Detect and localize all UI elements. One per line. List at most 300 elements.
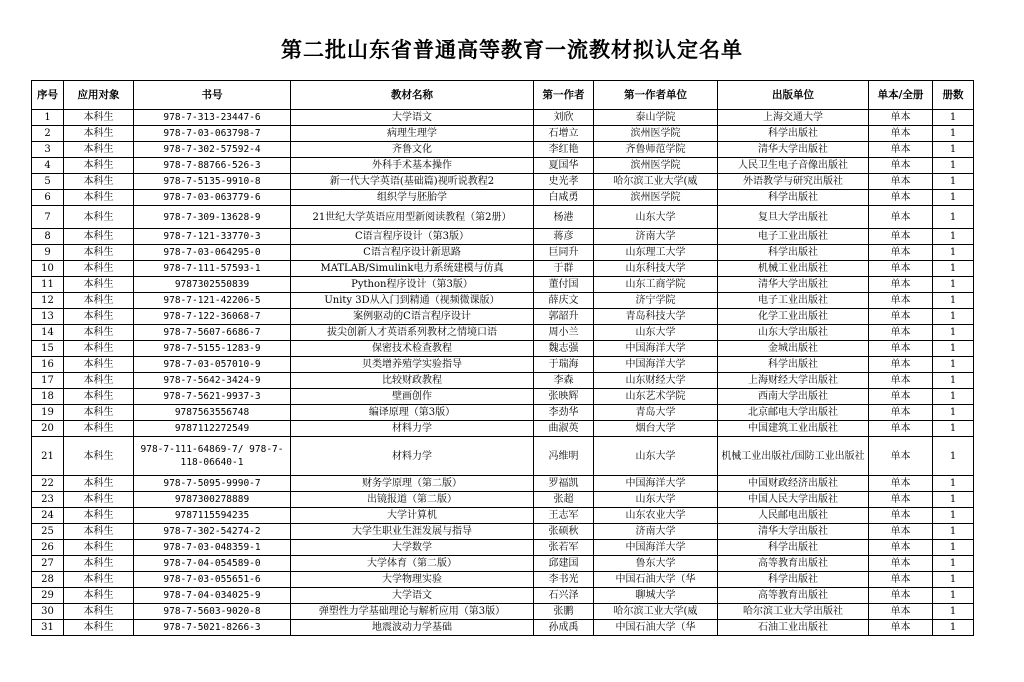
cell-author-unit: 青岛科技大学	[594, 309, 718, 325]
cell-first-author: 薛庆文	[534, 293, 594, 309]
cell-index: 27	[32, 556, 64, 572]
header-title: 教材名称	[291, 81, 534, 110]
cell-first-author: 魏志强	[534, 341, 594, 357]
cell-title: 材料力学	[291, 421, 534, 437]
cell-title: 新一代大学英语(基础篇)视听说教程2	[291, 174, 534, 190]
cell-publisher: 人民卫生电子音像出版社	[718, 158, 869, 174]
cell-publisher: 电子工业出版社	[718, 229, 869, 245]
cell-audience: 本科生	[64, 437, 134, 476]
cell-first-author: 邱建国	[534, 556, 594, 572]
cell-audience: 本科生	[64, 556, 134, 572]
cell-volume-type: 单本	[869, 190, 933, 206]
cell-audience: 本科生	[64, 277, 134, 293]
cell-publisher: 中国人民大学出版社	[718, 492, 869, 508]
cell-publisher: 山东大学出版社	[718, 325, 869, 341]
cell-audience: 本科生	[64, 190, 134, 206]
cell-publisher: 上海财经大学出版社	[718, 373, 869, 389]
cell-author-unit: 山东理工大学	[594, 245, 718, 261]
cell-title: Python程序设计（第3版）	[291, 277, 534, 293]
table-row	[32, 389, 974, 405]
cell-first-author: 张硕秋	[534, 524, 594, 540]
document-title: 第二批山东省普通高等教育一流教材拟认定名单	[281, 37, 743, 62]
cell-publisher: 科学出版社	[718, 540, 869, 556]
cell-count: 1	[933, 158, 974, 174]
cell-count: 1	[933, 524, 974, 540]
cell-count: 1	[933, 572, 974, 588]
cell-first-author: 李红艳	[534, 142, 594, 158]
table-row	[32, 158, 974, 174]
cell-publisher: 金城出版社	[718, 341, 869, 357]
cell-index: 29	[32, 588, 64, 604]
cell-title: 壁画创作	[291, 389, 534, 405]
cell-isbn: 9787115594235	[134, 508, 291, 524]
table-row	[32, 405, 974, 421]
cell-volume-type: 单本	[869, 357, 933, 373]
cell-audience: 本科生	[64, 110, 134, 126]
cell-index: 12	[32, 293, 64, 309]
cell-count: 1	[933, 476, 974, 492]
cell-index: 4	[32, 158, 64, 174]
cell-title: 21世纪大学英语应用型新阅读教程（第2册）	[291, 206, 534, 229]
header-index: 序号	[32, 81, 64, 110]
cell-count: 1	[933, 126, 974, 142]
table-row	[32, 261, 974, 277]
cell-audience: 本科生	[64, 325, 134, 341]
cell-index: 6	[32, 190, 64, 206]
cell-title: 地震波动力学基础	[291, 620, 534, 636]
cell-title: 材料力学	[291, 437, 534, 476]
cell-volume-type: 单本	[869, 261, 933, 277]
cell-author-unit: 烟台大学	[594, 421, 718, 437]
table-row	[32, 245, 974, 261]
cell-first-author: 于瑞海	[534, 357, 594, 373]
cell-count: 1	[933, 245, 974, 261]
cell-index: 5	[32, 174, 64, 190]
cell-author-unit: 山东大学	[594, 437, 718, 476]
cell-isbn: 978-7-302-54274-2	[134, 524, 291, 540]
cell-audience: 本科生	[64, 604, 134, 620]
cell-first-author: 石增立	[534, 126, 594, 142]
cell-isbn: 978-7-111-64869-7/ 978-7-118-06640-1	[134, 437, 291, 476]
cell-first-author: 罗福凯	[534, 476, 594, 492]
cell-count: 1	[933, 174, 974, 190]
cell-first-author: 石兴泽	[534, 588, 594, 604]
cell-publisher: 清华大学出版社	[718, 277, 869, 293]
cell-audience: 本科生	[64, 229, 134, 245]
cell-volume-type: 单本	[869, 373, 933, 389]
cell-index: 14	[32, 325, 64, 341]
cell-author-unit: 中国海洋大学	[594, 341, 718, 357]
cell-isbn: 978-7-122-36068-7	[134, 309, 291, 325]
cell-first-author: 蒋彦	[534, 229, 594, 245]
cell-audience: 本科生	[64, 142, 134, 158]
table-row	[32, 110, 974, 126]
cell-index: 1	[32, 110, 64, 126]
table-header-row	[32, 81, 974, 110]
cell-audience: 本科生	[64, 524, 134, 540]
cell-title: 案例驱动的C语言程序设计	[291, 309, 534, 325]
cell-volume-type: 单本	[869, 437, 933, 476]
cell-volume-type: 单本	[869, 421, 933, 437]
table-row	[32, 325, 974, 341]
cell-first-author: 刘欣	[534, 110, 594, 126]
cell-title: 保密技术检查教程	[291, 341, 534, 357]
cell-audience: 本科生	[64, 261, 134, 277]
cell-audience: 本科生	[64, 126, 134, 142]
cell-title: 比较财政教程	[291, 373, 534, 389]
cell-count: 1	[933, 325, 974, 341]
cell-first-author: 张若军	[534, 540, 594, 556]
cell-isbn: 978-7-121-33770-3	[134, 229, 291, 245]
cell-title: 出镜报道（第二版）	[291, 492, 534, 508]
cell-author-unit: 滨州医学院	[594, 158, 718, 174]
cell-title: 财务学原理（第二版）	[291, 476, 534, 492]
cell-isbn: 978-7-111-57593-1	[134, 261, 291, 277]
cell-first-author: 张映辉	[534, 389, 594, 405]
cell-audience: 本科生	[64, 309, 134, 325]
table-row	[32, 604, 974, 620]
cell-volume-type: 单本	[869, 508, 933, 524]
cell-first-author: 周小兰	[534, 325, 594, 341]
cell-first-author: 巨同升	[534, 245, 594, 261]
textbook-list-table	[31, 80, 974, 636]
cell-title: 齐鲁文化	[291, 142, 534, 158]
cell-volume-type: 单本	[869, 229, 933, 245]
cell-count: 1	[933, 620, 974, 636]
cell-isbn: 9787300278889	[134, 492, 291, 508]
header-publisher: 出版单位	[718, 81, 869, 110]
cell-publisher: 电子工业出版社	[718, 293, 869, 309]
table-row	[32, 142, 974, 158]
table-body	[32, 110, 974, 636]
cell-volume-type: 单本	[869, 309, 933, 325]
cell-isbn: 978-7-04-034025-9	[134, 588, 291, 604]
cell-publisher: 科学出版社	[718, 357, 869, 373]
cell-isbn: 978-7-121-42206-5	[134, 293, 291, 309]
cell-author-unit: 山东大学	[594, 206, 718, 229]
cell-index: 11	[32, 277, 64, 293]
cell-isbn: 978-7-03-048359-1	[134, 540, 291, 556]
cell-count: 1	[933, 556, 974, 572]
cell-first-author: 冯维明	[534, 437, 594, 476]
cell-isbn: 978-7-03-057010-9	[134, 357, 291, 373]
cell-publisher: 人民邮电出版社	[718, 508, 869, 524]
cell-volume-type: 单本	[869, 572, 933, 588]
cell-publisher: 清华大学出版社	[718, 142, 869, 158]
cell-audience: 本科生	[64, 341, 134, 357]
cell-count: 1	[933, 588, 974, 604]
cell-isbn: 978-7-313-23447-6	[134, 110, 291, 126]
cell-volume-type: 单本	[869, 245, 933, 261]
header-author-unit: 第一作者单位	[594, 81, 718, 110]
cell-count: 1	[933, 190, 974, 206]
cell-title: 大学体育（第二版）	[291, 556, 534, 572]
cell-count: 1	[933, 540, 974, 556]
cell-count: 1	[933, 373, 974, 389]
cell-audience: 本科生	[64, 373, 134, 389]
cell-title: 拔尖创新人才英语系列教材之情境口语	[291, 325, 534, 341]
table-row	[32, 206, 974, 229]
header-audience: 应用对象	[64, 81, 134, 110]
cell-title: 大学语文	[291, 110, 534, 126]
cell-isbn: 9787563556748	[134, 405, 291, 421]
cell-publisher: 中国财政经济出版社	[718, 476, 869, 492]
cell-publisher: 化学工业出版社	[718, 309, 869, 325]
cell-audience: 本科生	[64, 421, 134, 437]
cell-count: 1	[933, 389, 974, 405]
cell-title: 编译原理（第3版）	[291, 405, 534, 421]
cell-first-author: 李书光	[534, 572, 594, 588]
cell-volume-type: 单本	[869, 325, 933, 341]
cell-isbn: 978-7-5095-9990-7	[134, 476, 291, 492]
cell-title: 大学生职业生涯发展与指导	[291, 524, 534, 540]
cell-author-unit: 山东财经大学	[594, 373, 718, 389]
cell-title: 组织学与胚胎学	[291, 190, 534, 206]
cell-volume-type: 单本	[869, 389, 933, 405]
cell-index: 20	[32, 421, 64, 437]
cell-index: 24	[32, 508, 64, 524]
cell-author-unit: 济南大学	[594, 524, 718, 540]
cell-title: C语言程序设计（第3版）	[291, 229, 534, 245]
cell-volume-type: 单本	[869, 126, 933, 142]
header-count: 册数	[933, 81, 974, 110]
cell-count: 1	[933, 261, 974, 277]
cell-title: 贝类增养殖学实验指导	[291, 357, 534, 373]
header-first-author: 第一作者	[534, 81, 594, 110]
cell-isbn: 978-7-03-055651-6	[134, 572, 291, 588]
table-row	[32, 524, 974, 540]
cell-audience: 本科生	[64, 293, 134, 309]
cell-index: 8	[32, 229, 64, 245]
cell-title: 弹塑性力学基础理论与解析应用（第3版）	[291, 604, 534, 620]
cell-isbn: 978-7-03-063798-7	[134, 126, 291, 142]
cell-author-unit: 山东大学	[594, 325, 718, 341]
table-row	[32, 437, 974, 476]
cell-publisher: 机械工业出版社	[718, 261, 869, 277]
cell-count: 1	[933, 492, 974, 508]
cell-count: 1	[933, 293, 974, 309]
cell-volume-type: 单本	[869, 405, 933, 421]
cell-audience: 本科生	[64, 206, 134, 229]
cell-index: 30	[32, 604, 64, 620]
cell-volume-type: 单本	[869, 142, 933, 158]
table-row	[32, 556, 974, 572]
cell-author-unit: 齐鲁师范学院	[594, 142, 718, 158]
cell-count: 1	[933, 341, 974, 357]
cell-isbn: 978-7-302-57592-4	[134, 142, 291, 158]
cell-author-unit: 滨州医学院	[594, 190, 718, 206]
table-row	[32, 341, 974, 357]
cell-index: 13	[32, 309, 64, 325]
cell-isbn: 978-7-03-063779-6	[134, 190, 291, 206]
cell-first-author: 杨港	[534, 206, 594, 229]
cell-count: 1	[933, 405, 974, 421]
cell-author-unit: 哈尔滨工业大学(威	[594, 174, 718, 190]
cell-first-author: 夏国华	[534, 158, 594, 174]
cell-publisher: 上海交通大学	[718, 110, 869, 126]
cell-title: 大学计算机	[291, 508, 534, 524]
cell-volume-type: 单本	[869, 277, 933, 293]
cell-index: 16	[32, 357, 64, 373]
cell-publisher: 高等教育出版社	[718, 556, 869, 572]
cell-title: MATLAB/Simulink电力系统建模与仿真	[291, 261, 534, 277]
table-row	[32, 540, 974, 556]
cell-index: 2	[32, 126, 64, 142]
cell-author-unit: 中国海洋大学	[594, 476, 718, 492]
cell-publisher: 科学出版社	[718, 126, 869, 142]
table-row	[32, 572, 974, 588]
cell-first-author: 郭韶升	[534, 309, 594, 325]
cell-volume-type: 单本	[869, 476, 933, 492]
cell-count: 1	[933, 309, 974, 325]
cell-publisher: 中国建筑工业出版社	[718, 421, 869, 437]
cell-author-unit: 泰山学院	[594, 110, 718, 126]
table-row	[32, 277, 974, 293]
cell-index: 22	[32, 476, 64, 492]
cell-audience: 本科生	[64, 620, 134, 636]
table-row	[32, 421, 974, 437]
cell-audience: 本科生	[64, 508, 134, 524]
cell-volume-type: 单本	[869, 206, 933, 229]
table-row	[32, 588, 974, 604]
cell-publisher: 科学出版社	[718, 245, 869, 261]
cell-isbn: 978-7-03-064295-0	[134, 245, 291, 261]
cell-author-unit: 聊城大学	[594, 588, 718, 604]
cell-index: 31	[32, 620, 64, 636]
cell-audience: 本科生	[64, 540, 134, 556]
table-row	[32, 508, 974, 524]
cell-author-unit: 济南大学	[594, 229, 718, 245]
cell-title: 大学物理实验	[291, 572, 534, 588]
cell-first-author: 孙成禹	[534, 620, 594, 636]
cell-publisher: 科学出版社	[718, 190, 869, 206]
cell-publisher: 清华大学出版社	[718, 524, 869, 540]
cell-index: 15	[32, 341, 64, 357]
cell-index: 7	[32, 206, 64, 229]
cell-audience: 本科生	[64, 492, 134, 508]
cell-isbn: 978-7-5621-9937-3	[134, 389, 291, 405]
cell-volume-type: 单本	[869, 588, 933, 604]
cell-author-unit: 青岛大学	[594, 405, 718, 421]
cell-volume-type: 单本	[869, 158, 933, 174]
cell-title: 大学数学	[291, 540, 534, 556]
cell-count: 1	[933, 110, 974, 126]
cell-index: 28	[32, 572, 64, 588]
cell-first-author: 董付国	[534, 277, 594, 293]
cell-title: Unity 3D从入门到精通（视频微课版）	[291, 293, 534, 309]
cell-isbn: 978-7-5155-1283-9	[134, 341, 291, 357]
cell-publisher: 石油工业出版社	[718, 620, 869, 636]
cell-audience: 本科生	[64, 158, 134, 174]
table-row	[32, 492, 974, 508]
cell-index: 17	[32, 373, 64, 389]
cell-count: 1	[933, 357, 974, 373]
cell-index: 9	[32, 245, 64, 261]
cell-index: 23	[32, 492, 64, 508]
cell-isbn: 978-7-5135-9910-8	[134, 174, 291, 190]
table-row	[32, 620, 974, 636]
cell-title: 外科手术基本操作	[291, 158, 534, 174]
table-row	[32, 126, 974, 142]
cell-author-unit: 中国海洋大学	[594, 357, 718, 373]
cell-isbn: 9787112272549	[134, 421, 291, 437]
cell-publisher: 科学出版社	[718, 572, 869, 588]
cell-count: 1	[933, 604, 974, 620]
table-row	[32, 174, 974, 190]
cell-audience: 本科生	[64, 476, 134, 492]
cell-isbn: 978-7-04-054589-0	[134, 556, 291, 572]
cell-index: 19	[32, 405, 64, 421]
cell-first-author: 于群	[534, 261, 594, 277]
cell-author-unit: 济宁学院	[594, 293, 718, 309]
cell-isbn: 978-7-5642-3424-9	[134, 373, 291, 389]
cell-author-unit: 滨州医学院	[594, 126, 718, 142]
cell-volume-type: 单本	[869, 492, 933, 508]
cell-first-author: 王志军	[534, 508, 594, 524]
cell-publisher: 西南大学出版社	[718, 389, 869, 405]
cell-author-unit: 鲁东大学	[594, 556, 718, 572]
cell-audience: 本科生	[64, 405, 134, 421]
cell-volume-type: 单本	[869, 604, 933, 620]
cell-volume-type: 单本	[869, 341, 933, 357]
cell-author-unit: 中国海洋大学	[594, 540, 718, 556]
cell-publisher: 外语教学与研究出版社	[718, 174, 869, 190]
cell-author-unit: 哈尔滨工业大学(威	[594, 604, 718, 620]
table-row	[32, 293, 974, 309]
cell-author-unit: 山东艺术学院	[594, 389, 718, 405]
cell-count: 1	[933, 421, 974, 437]
cell-audience: 本科生	[64, 572, 134, 588]
cell-first-author: 曲淑英	[534, 421, 594, 437]
cell-isbn: 978-7-5603-9020-8	[134, 604, 291, 620]
cell-isbn: 978-7-5607-6686-7	[134, 325, 291, 341]
cell-publisher: 高等教育出版社	[718, 588, 869, 604]
header-isbn: 书号	[134, 81, 291, 110]
table-row	[32, 373, 974, 389]
cell-first-author: 李森	[534, 373, 594, 389]
cell-publisher: 复旦大学出版社	[718, 206, 869, 229]
cell-first-author: 张超	[534, 492, 594, 508]
cell-author-unit: 中国石油大学（华	[594, 620, 718, 636]
cell-volume-type: 单本	[869, 293, 933, 309]
cell-audience: 本科生	[64, 245, 134, 261]
cell-audience: 本科生	[64, 588, 134, 604]
cell-author-unit: 山东大学	[594, 492, 718, 508]
cell-count: 1	[933, 206, 974, 229]
cell-author-unit: 山东科技大学	[594, 261, 718, 277]
cell-volume-type: 单本	[869, 110, 933, 126]
cell-index: 10	[32, 261, 64, 277]
cell-count: 1	[933, 277, 974, 293]
cell-volume-type: 单本	[869, 620, 933, 636]
table-row	[32, 190, 974, 206]
cell-count: 1	[933, 229, 974, 245]
cell-volume-type: 单本	[869, 540, 933, 556]
cell-isbn: 978-7-309-13628-9	[134, 206, 291, 229]
cell-publisher: 哈尔滨工业大学出版社	[718, 604, 869, 620]
cell-volume-type: 单本	[869, 524, 933, 540]
cell-first-author: 白咸勇	[534, 190, 594, 206]
cell-index: 21	[32, 437, 64, 476]
cell-title: 病理生理学	[291, 126, 534, 142]
cell-publisher: 机械工业出版社/国防工业出版社	[718, 437, 869, 476]
cell-author-unit: 山东农业大学	[594, 508, 718, 524]
table-row	[32, 476, 974, 492]
table-row	[32, 309, 974, 325]
cell-title: 大学语文	[291, 588, 534, 604]
cell-publisher: 北京邮电大学出版社	[718, 405, 869, 421]
cell-author-unit: 中国石油大学（华	[594, 572, 718, 588]
